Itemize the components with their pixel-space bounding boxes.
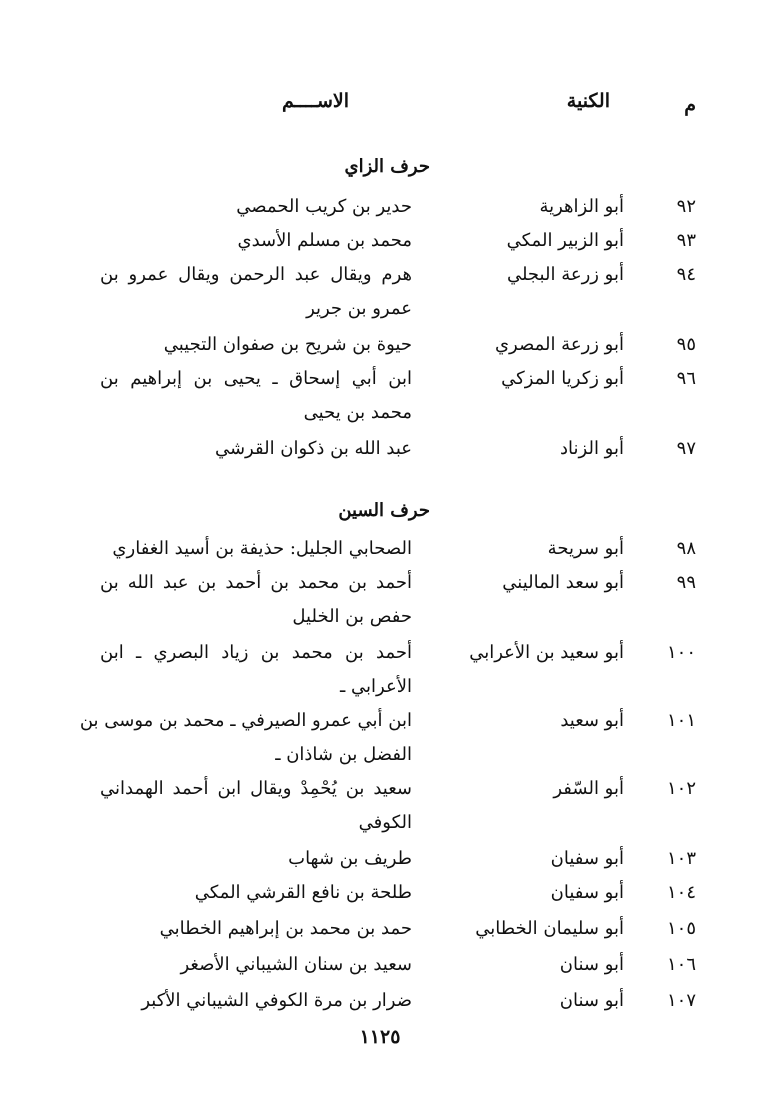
table-row — [0, 362, 764, 430]
row-name: ضرار بن مرة الكوفي الشيباني الأكبر — [141, 990, 412, 1011]
table-row — [0, 432, 764, 466]
row-name-line-2: الفضل بن شاذان ـ — [275, 744, 412, 765]
table-row — [0, 190, 764, 224]
row-number: ١٠٢ — [666, 778, 696, 799]
table-row — [0, 224, 764, 258]
column-header-kunya: الكنية — [566, 90, 610, 112]
row-number: ١٠٦ — [666, 954, 696, 975]
row-name-line-1: أحمد بن محمد بن أحمد بن عبد الله بن — [100, 572, 412, 593]
row-name-line-1: ابن أبي إسحاق ـ يحيى بن إبراهيم بن — [100, 368, 412, 389]
table-row — [0, 842, 764, 876]
row-number: ١٠٣ — [666, 848, 696, 869]
row-name-line-1: هرم ويقال عبد الرحمن ويقال عمرو بن — [100, 264, 412, 285]
row-kunya: أبو سعد الماليني — [502, 572, 624, 593]
table-row — [0, 328, 764, 362]
row-number: ٩٤ — [676, 264, 696, 285]
row-kunya: أبو زرعة المصري — [494, 334, 624, 355]
row-number: ١٠٧ — [666, 990, 696, 1011]
row-kunya: أبو سعيد بن الأعرابي — [469, 642, 624, 663]
table-row — [0, 704, 764, 772]
row-kunya: أبو سريحة — [547, 538, 624, 559]
table-row — [0, 948, 764, 982]
row-name: حمد بن محمد بن إبراهيم الخطابي — [159, 918, 412, 939]
row-kunya: أبو الزناد — [560, 438, 624, 459]
row-kunya: أبو الزبير المكي — [506, 230, 624, 251]
table-row — [0, 258, 764, 326]
row-number: ١٠٤ — [666, 882, 696, 903]
row-kunya: أبو الزاهرية — [539, 196, 624, 217]
table-row — [0, 532, 764, 566]
row-kunya: أبو زرعة البجلي — [506, 264, 624, 285]
row-name: طريف بن شهاب — [288, 848, 412, 869]
section-title-seen: حرف السين — [338, 500, 430, 521]
table-row — [0, 876, 764, 910]
table-row — [0, 636, 764, 704]
table-row — [0, 566, 764, 634]
row-number: ٩٨ — [676, 538, 696, 559]
row-kunya: أبو سنان — [559, 954, 624, 975]
row-kunya: أبو السّفر — [553, 778, 624, 799]
row-name: الصحابي الجليل: حذيفة بن أسيد الغفاري — [112, 538, 412, 559]
row-name: عبد الله بن ذكوان القرشي — [214, 438, 412, 459]
row-number: ٩٣ — [676, 230, 696, 251]
row-name-line-1: ابن أبي عمرو الصيرفي ـ محمد بن موسى بن — [79, 710, 412, 731]
row-number: ٩٧ — [676, 438, 696, 459]
row-number: ٩٢ — [676, 196, 696, 217]
row-number: ٩٥ — [676, 334, 696, 355]
table-row — [0, 772, 764, 840]
column-header-number: م — [684, 94, 696, 116]
page-number: ١١٢٥ — [359, 1026, 401, 1048]
row-kunya: أبو سليمان الخطابي — [475, 918, 624, 939]
row-name-line-2: عمرو بن جرير — [306, 298, 412, 319]
table-row — [0, 984, 764, 1018]
row-kunya: أبو سفيان — [550, 882, 624, 903]
row-name: حدير بن كريب الحمصي — [236, 196, 412, 217]
row-name: طلحة بن نافع القرشي المكي — [194, 882, 412, 903]
row-number: ١٠١ — [666, 710, 696, 731]
column-header-name: الاســــم — [282, 90, 349, 112]
row-kunya: أبو سعيد — [560, 710, 624, 731]
row-kunya: أبو سفيان — [550, 848, 624, 869]
row-number: ٩٩ — [676, 572, 696, 593]
row-number: ١٠٠ — [666, 642, 696, 663]
row-name-line-1: سعيد بن يُحْمِدْ ويقال ابن أحمد الهمداني — [100, 778, 412, 799]
row-kunya: أبو زكريا المزكي — [501, 368, 624, 389]
row-name-line-2: الأعرابي ـ — [340, 676, 412, 697]
row-name: حيوة بن شريح بن صفوان التجيبي — [163, 334, 412, 355]
row-name-line-2: محمد بن يحيى — [303, 402, 412, 423]
section-title-zay: حرف الزاي — [344, 156, 430, 177]
row-name-line-2: حفص بن الخليل — [292, 606, 412, 627]
row-name-line-2: الكوفي — [358, 812, 412, 833]
row-name-line-1: أحمد بن محمد بن زياد البصري ـ ابن — [100, 642, 412, 663]
row-name: سعيد بن سنان الشيباني الأصغر — [180, 954, 412, 975]
table-row — [0, 912, 764, 946]
row-number: ٩٦ — [676, 368, 696, 389]
row-name: محمد بن مسلم الأسدي — [237, 230, 412, 251]
row-kunya: أبو سنان — [559, 990, 624, 1011]
row-number: ١٠٥ — [666, 918, 696, 939]
